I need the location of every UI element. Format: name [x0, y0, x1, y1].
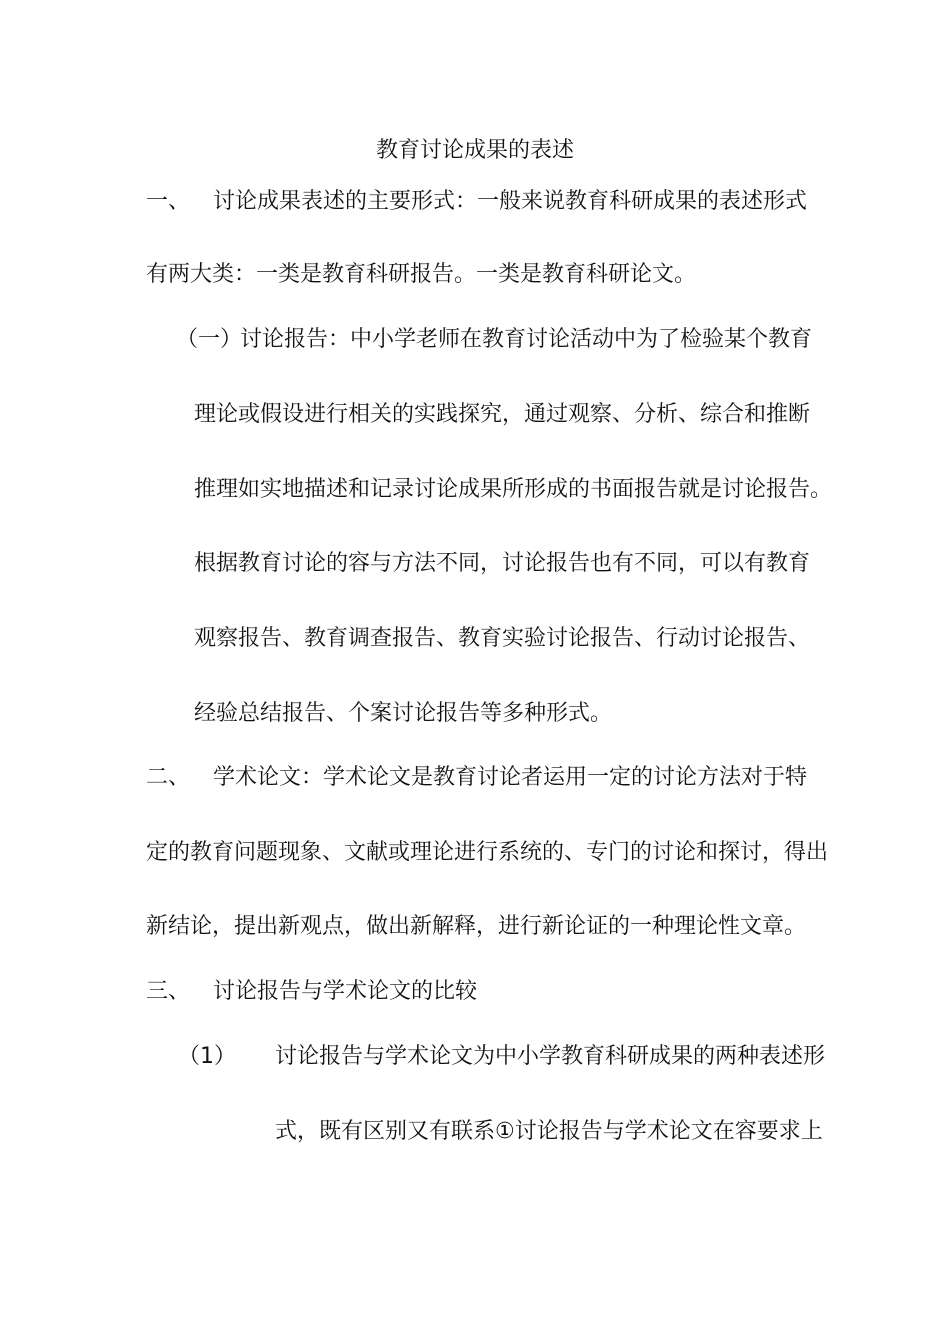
section2-marker: 二、 [146, 765, 191, 790]
document-title: 教育讨论成果的表述 [375, 138, 574, 163]
item1-marker: （1） [178, 1044, 236, 1069]
section2-line-1: 学术论文：学术论文是教育讨论者运用一定的讨论方法对于特 [213, 765, 808, 790]
subsection1-line-3: 推理如实地描述和记录讨论成果所形成的书面报告就是讨论报告。 [194, 477, 833, 502]
section1-line-2: 有两大类：一类是教育科研报告。一类是教育科研论文。 [146, 262, 697, 287]
section3-marker: 三、 [146, 979, 191, 1004]
subsection1-line-5: 观察报告、教育调查报告、教育实验讨论报告、行动讨论报告、 [194, 626, 811, 651]
section1-line-1: 讨论成果表述的主要形式：一般来说教育科研成果的表述形式 [213, 189, 808, 214]
subsection1-line-4: 根据教育讨论的容与方法不同，讨论报告也有不同，可以有教育 [194, 551, 811, 576]
subsection1-line-6: 经验总结报告、个案讨论报告等多种形式。 [194, 701, 613, 726]
section3-heading: 讨论报告与学术论文的比较 [213, 979, 478, 1004]
item1-line-1: 讨论报告与学术论文为中小学教育科研成果的两种表述形 [275, 1044, 826, 1069]
section1-marker: 一、 [146, 189, 191, 214]
section2-line-2: 定的教育问题现象、文献或理论进行系统的、专门的讨论和探讨，得出 [146, 840, 829, 865]
item1-line-2: 式，既有区别又有联系①讨论报告与学术论文在容要求上 [275, 1119, 823, 1144]
subsection1-line-2: 理论或假设进行相关的实践探究，通过观察、分析、综合和推断 [194, 402, 811, 427]
subsection1-marker: （一） [176, 327, 243, 352]
subsection1-line-1: 讨论报告：中小学老师在教育讨论活动中为了检验某个教育 [240, 327, 813, 352]
section2-line-3: 新结论，提出新观点，做出新解释，进行新论证的一种理论性文章。 [146, 914, 807, 939]
